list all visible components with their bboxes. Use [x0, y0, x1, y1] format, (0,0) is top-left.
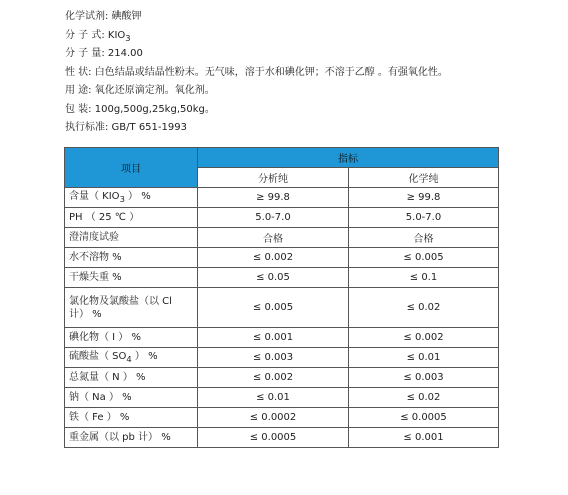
col-cp-header: 化学纯 — [349, 168, 499, 188]
item-name: 澄清度试验 — [69, 232, 119, 243]
value-cp: 5.0-7.0 — [349, 208, 499, 228]
value-cp: ≤ 0.02 — [349, 288, 499, 328]
value-cp: ≤ 0.001 — [349, 428, 499, 448]
reagent-name: 化学试剂: 碘酸钾 — [65, 11, 142, 22]
value-ar: ≤ 0.005 — [198, 288, 349, 328]
table-row — [65, 288, 499, 328]
package: 包 装: 100g,500g,25kg,50kg。 — [65, 103, 215, 115]
item-name: PH （ 25 ℃ ） — [69, 212, 140, 223]
value-cp: ≤ 0.1 — [349, 268, 499, 288]
item-cell — [65, 328, 198, 348]
value-ar: ≥ 99.8 — [198, 188, 349, 208]
item-cell — [65, 268, 198, 288]
value-ar: 合格 — [198, 228, 349, 248]
item-cell — [65, 388, 198, 408]
table-row — [65, 348, 499, 368]
item-tail: ） % — [124, 190, 151, 202]
molecular-weight: 分 子 量: 214.00 — [65, 48, 143, 59]
table-row — [65, 368, 499, 388]
item-cell — [65, 428, 198, 448]
value-ar: ≤ 0.0005 — [198, 428, 349, 448]
item-name: 总氮量（ N ） % — [69, 372, 146, 383]
table-row — [65, 428, 499, 448]
product-info — [65, 8, 448, 138]
col-item-header: 项目 — [65, 148, 198, 188]
item-name: 重金属（以 pb 计） % — [69, 432, 171, 443]
item-name: 钠（ Na ） % — [69, 392, 132, 403]
value-ar: ≤ 0.05 — [198, 268, 349, 288]
table-row — [65, 228, 499, 248]
item-name: 水不溶物 % — [69, 252, 122, 263]
table-row — [65, 248, 499, 268]
value-ar: ≤ 0.01 — [198, 388, 349, 408]
item-cell — [65, 208, 198, 228]
value-ar: ≤ 0.003 — [198, 348, 349, 368]
formula-base: KIO — [107, 29, 126, 41]
value-cp: ≤ 0.0005 — [349, 408, 499, 428]
table-row — [65, 268, 499, 288]
item-name: 铁（ Fe ） % — [69, 412, 130, 423]
value-cp: ≤ 0.003 — [349, 368, 499, 388]
item-cell — [65, 188, 198, 208]
value-ar: ≤ 0.002 — [198, 248, 349, 268]
item-name: 碘化物（ I ） % — [69, 332, 141, 343]
item-name: 氯化物及氯酸盐（以 Cl 计） % — [69, 295, 172, 320]
item-cell — [65, 408, 198, 428]
value-cp: ≤ 0.02 — [349, 388, 499, 408]
value-ar: ≤ 0.001 — [198, 328, 349, 348]
value-cp: ≥ 99.8 — [349, 188, 499, 208]
formula-label: 分 子 式: — [65, 29, 108, 41]
item-cell — [65, 368, 198, 388]
value-ar: ≤ 0.002 — [198, 368, 349, 388]
usage: 用 途: 氧化还原滴定剂。氧化剂。 — [65, 85, 215, 96]
item-tail: ） % — [131, 350, 158, 362]
item-cell — [65, 248, 198, 268]
value-cp: ≤ 0.01 — [349, 348, 499, 368]
property: 性 状: 白色结晶或结晶性粉末。无气味，溶于水和碘化钾；不溶于乙醇 。有强氧化性。 — [65, 66, 448, 78]
col-ar-header: 分析纯 — [198, 168, 349, 188]
table-row — [65, 328, 499, 348]
molecular-formula — [65, 27, 448, 46]
item-cell — [65, 288, 198, 328]
item-name: 硫酸盐（ SO — [69, 350, 127, 362]
value-ar: ≤ 0.0002 — [198, 408, 349, 428]
item-name: 含量（ KIO — [69, 190, 120, 202]
col-index-header: 指标 — [198, 148, 499, 168]
table-row — [65, 188, 499, 208]
item-subscript: 3 — [119, 193, 125, 204]
item-cell — [65, 348, 198, 368]
value-ar: 5.0-7.0 — [198, 208, 349, 228]
table-row — [65, 388, 499, 408]
formula-subscript: 3 — [125, 32, 131, 43]
value-cp: ≤ 0.002 — [349, 328, 499, 348]
value-cp: 合格 — [349, 228, 499, 248]
item-cell — [65, 228, 198, 248]
item-subscript: 4 — [126, 353, 132, 364]
item-name: 干燥失重 % — [69, 272, 122, 283]
table-row — [65, 408, 499, 428]
value-cp: ≤ 0.005 — [349, 248, 499, 268]
standard: 执行标准: GB/T 651-1993 — [65, 122, 187, 133]
table-row — [65, 208, 499, 228]
spec-table — [64, 147, 499, 448]
